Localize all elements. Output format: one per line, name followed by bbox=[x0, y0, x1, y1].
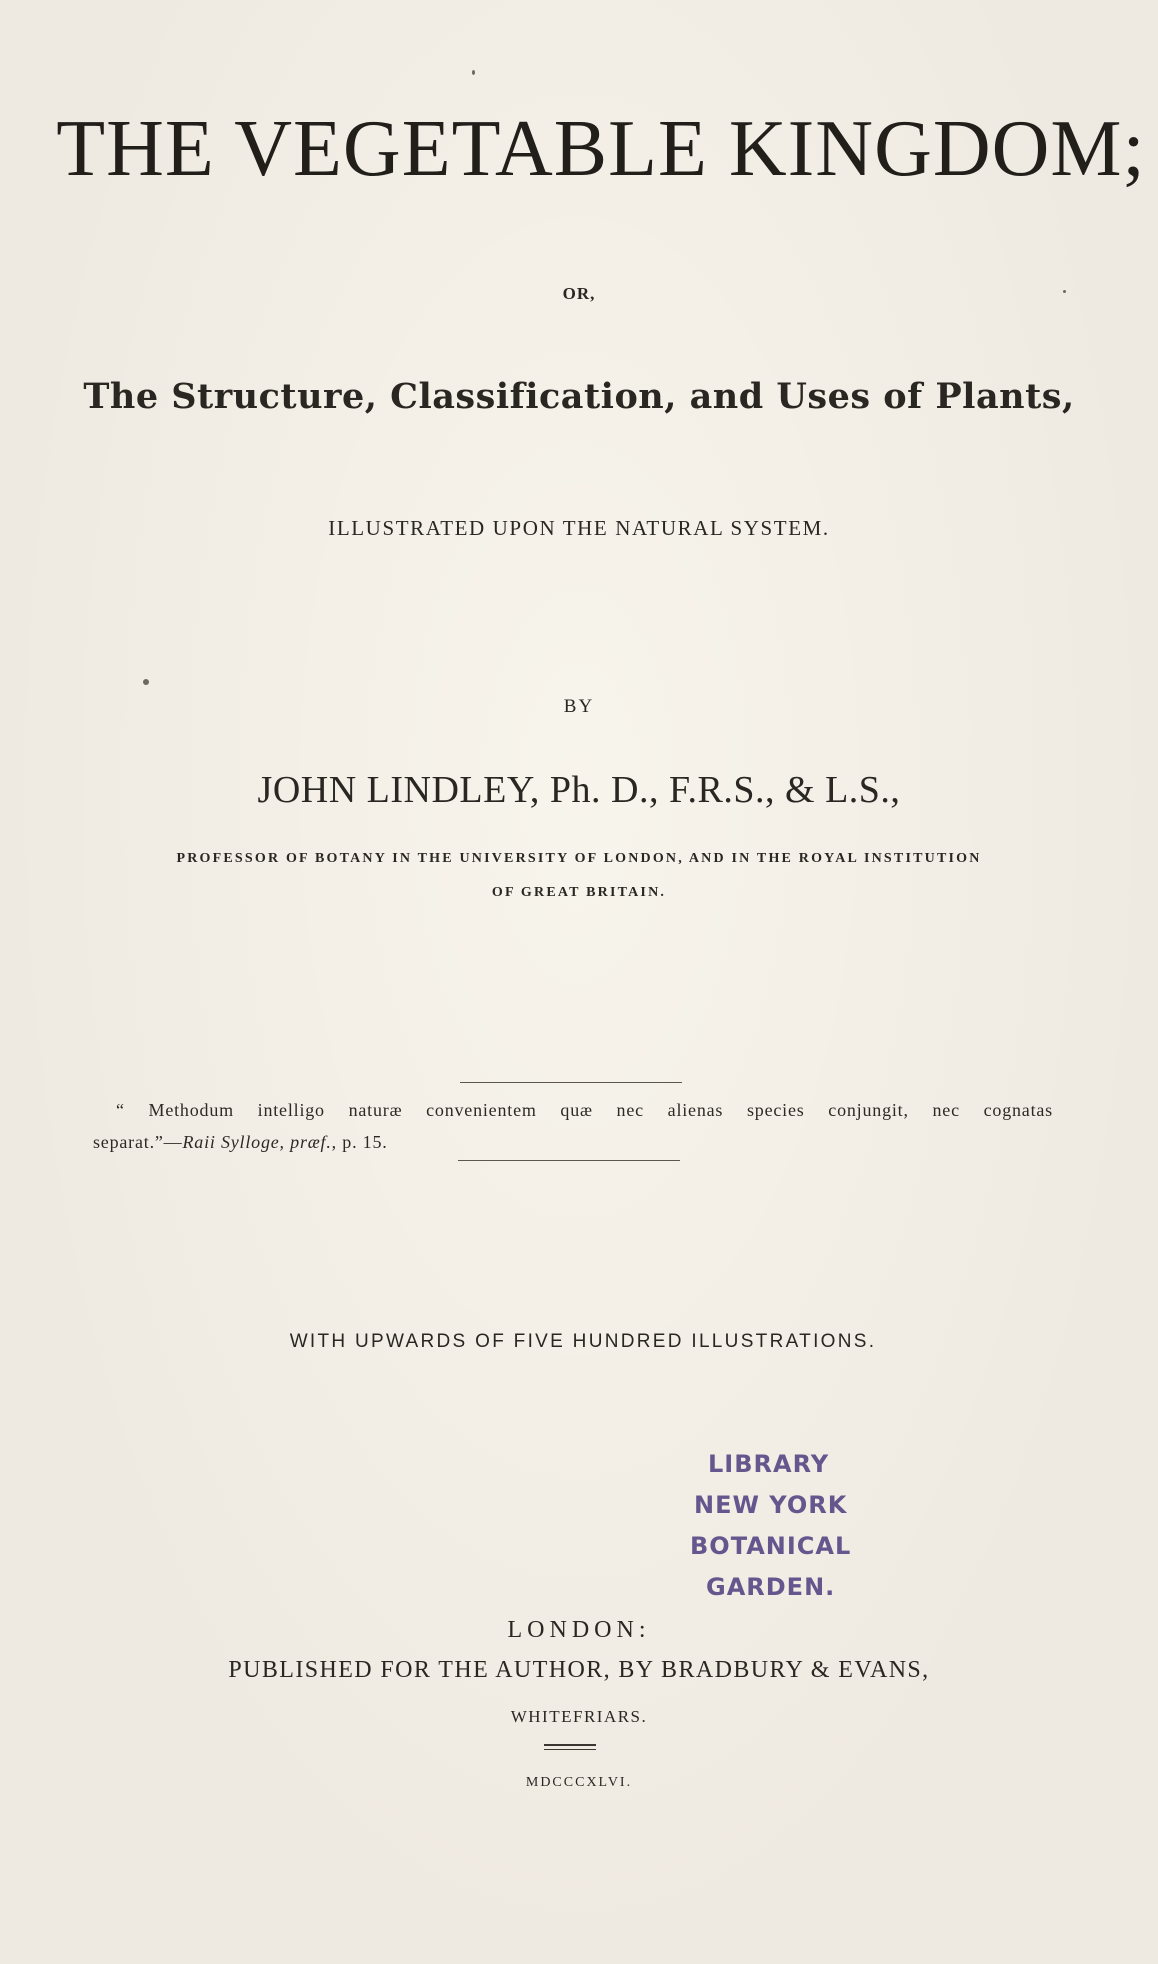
stamp-line-3: BOTANICAL bbox=[690, 1532, 852, 1560]
or-connector: OR, bbox=[562, 284, 596, 303]
stamp-line-2: NEW YORK bbox=[694, 1491, 848, 1519]
library-stamp bbox=[680, 1444, 880, 1608]
stamp-line-1: LIBRARY bbox=[708, 1450, 830, 1478]
imprint-year: MDCCCXLVI. bbox=[525, 1775, 633, 1790]
ink-speck bbox=[472, 70, 475, 75]
epigraph-top-rule bbox=[460, 1082, 682, 1083]
ink-speck bbox=[1063, 290, 1066, 293]
imprint-city: LONDON: bbox=[507, 1617, 651, 1643]
book-title: THE VEGETABLE KINGDOM; bbox=[56, 105, 1146, 193]
author-name: JOHN LINDLEY, Ph. D., F.R.S., & L.S., bbox=[257, 769, 901, 811]
illustrated-line: ILLUSTRATED UPON THE NATURAL SYSTEM. bbox=[328, 516, 830, 540]
ink-speck bbox=[143, 679, 149, 685]
epigraph-line-1: “ Methodum intelligo naturæ convenientem quæ nec alienas species conjungit, nec cognatas bbox=[116, 1100, 1053, 1120]
by-label: BY bbox=[563, 696, 595, 717]
epigraph-page: , p. 15. bbox=[331, 1132, 388, 1152]
epigraph-line-2 bbox=[93, 1126, 1053, 1158]
imprint-place: WHITEFRIARS. bbox=[510, 1707, 648, 1726]
imprint-publisher: PUBLISHED FOR THE AUTHOR, BY BRADBURY & EVANS, bbox=[228, 1657, 930, 1683]
book-subtitle: The Structure, Classification, and Uses of Plants, bbox=[83, 376, 1075, 417]
epigraph bbox=[93, 1094, 1053, 1158]
author-affiliation-line-1: PROFESSOR OF BOTANY IN THE UNIVERSITY OF LONDON, AND IN THE ROYAL INSTITUTION bbox=[176, 851, 982, 866]
author-affiliation-line-2: OF GREAT BRITAIN. bbox=[491, 885, 667, 900]
epigraph-prefix: separat.”— bbox=[93, 1132, 183, 1152]
stamp-line-4: GARDEN. bbox=[706, 1573, 836, 1601]
illustrations-note: WITH UPWARDS OF FIVE HUNDRED ILLUSTRATIONS. bbox=[289, 1331, 877, 1352]
epigraph-source: Raii Sylloge, præf. bbox=[182, 1132, 332, 1152]
imprint-rule-2 bbox=[544, 1749, 596, 1750]
imprint-rule-1 bbox=[544, 1744, 596, 1746]
epigraph-bottom-rule bbox=[458, 1160, 680, 1161]
